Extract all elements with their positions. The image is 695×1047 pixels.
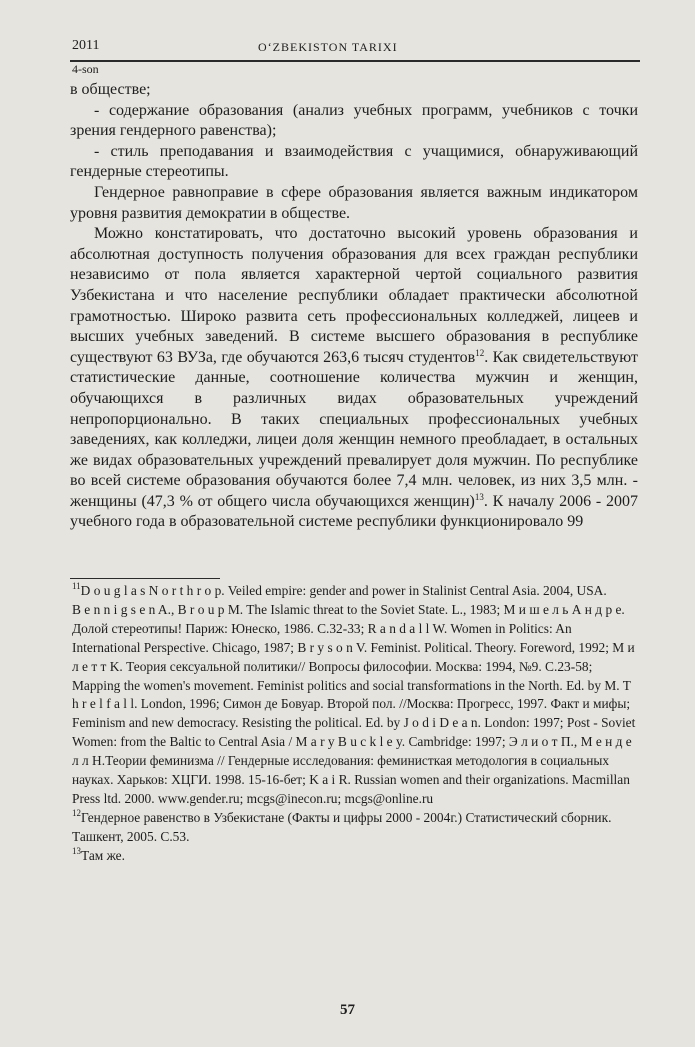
footnote-12-text: Гендерное равенство в Узбекистане (Факты и цифры 2000 - 2004г.) Статистический сборник. Ташкент, 2005. С.53. [72,809,612,844]
footnote-13-text: Там же. [81,847,125,863]
header-journal-title: O‘ZBEKISTON TARIXI [258,40,398,54]
footnote-13-marker: 13 [72,845,81,856]
paragraph-4: Гендерное равноправие в сфере образования является важным индикатором уровня развития демократии в обществе. [70,183,638,222]
footnote-rule [70,578,220,579]
paragraph-1: в обществе; [70,81,151,98]
paragraph-5 [70,224,638,533]
footnote-12 [72,809,640,847]
paragraph-5-part-c: . К началу 2006 - 2007 учебного года в образовательной системе республики функционировало 99 [70,492,639,531]
paragraph-2: - содержание образования (анализ учебных программ, учебников с точки зрения гендерного равенства); [70,101,638,140]
footnote-12-marker: 12 [72,807,81,818]
header-rule [70,60,640,62]
footnote-13 [72,847,640,866]
footnote-11-text: D o u g l a s N o r t h r o p. Veiled empire: gender and power in Stalinist Central Asia. 2004, USA. [80,583,607,598]
paragraph-5-part-a: Можно констатировать, что достаточно высокий уровень образования и абсолютная доступность получения образования для всех граждан республики независимо от пола является характерной чертой социального развития Узбекистана и что население республики обладает практически абсолютной грамотностью. Широко развита сеть профессиональных колледжей, лицеев и высших учебных заведений. В системе высшего образования в республике существуют 63 ВУЗа, где обучаются 263,6 тысяч студентов [70,225,638,366]
footnote-ref-12: 12 [475,347,485,358]
page-number: 57 [340,1002,355,1018]
footnote-11-marker: 11 [72,581,81,591]
paragraph-5-part-b: . Как свидетельствуют статистические данные, соотношение количества мужчин и женщин, обучающихся в различных видах образовательных учреждений непропорционально. В таких специальных профессиональных учебных заведениях, как колледжи, лицеи доля женщин немного преобладает, в остальных же видах образовательных учреждений превалирует доля мужчин. По республике во всей системе образования обучаются более 7,4 млн. человек, из них 3,5 млн. - женщины (47,3 % от общего числа обучающихся женщин) [70,348,639,510]
paragraph-3: - стиль преподавания и взаимодействия с учащимися, обнаруживающий гендерные стереотипы. [70,142,638,181]
footnote-ref-13: 13 [474,491,484,502]
footnote-11-continued: B e n n i g s e n A., B r o u p M. The Islamic threat to the Soviet State. L., 1983; М и ш е л ь А н д р е. Долой стереотипы! Париж: Юнеско, 1986. C.32-33; R a n d a l l W. Women in Politics: An International Perspective. Chicago, 1987; B r y s o n V. Feminist. Political. Theory. Foreword, 1992; М и л е т т K. Теория сексуальной политики// Вопросы философии. Москва: 1994, №9. С.23-58; Mapping the women's movement. Feminist politics and social transformations in the North. Ed. by M. T h r e l f a l l. London, 1996; Симон де Бовуар. Второй пол. //Москва: Прогресс, 1997. Факт и мифы; Feminism and new democracy. Resisting the political. Ed. by J o d i D e a n. London: 1997; Post - Soviet Women: from the Baltic to Central Asia / M a r y B u c k l e y. Cambridge: 1997; Э л и о т П., М е н д е л л Н.Теории феминизма // Гендерные исследования: феминисткая методология в социальных науках. Харьков: ХЦГИ. 1998. 15-16-бет; K a i R. Russian women and their organizations. Macmillan Press ltd. 2000. www.gender.ru; mcgs@inecon.ru; mcgs@online.ru [72,601,636,806]
header-issue: 4-son [72,62,99,76]
footnotes [72,582,640,866]
footnote-11 [72,582,640,601]
main-text [70,80,638,533]
header-year: 2011 [72,38,100,53]
